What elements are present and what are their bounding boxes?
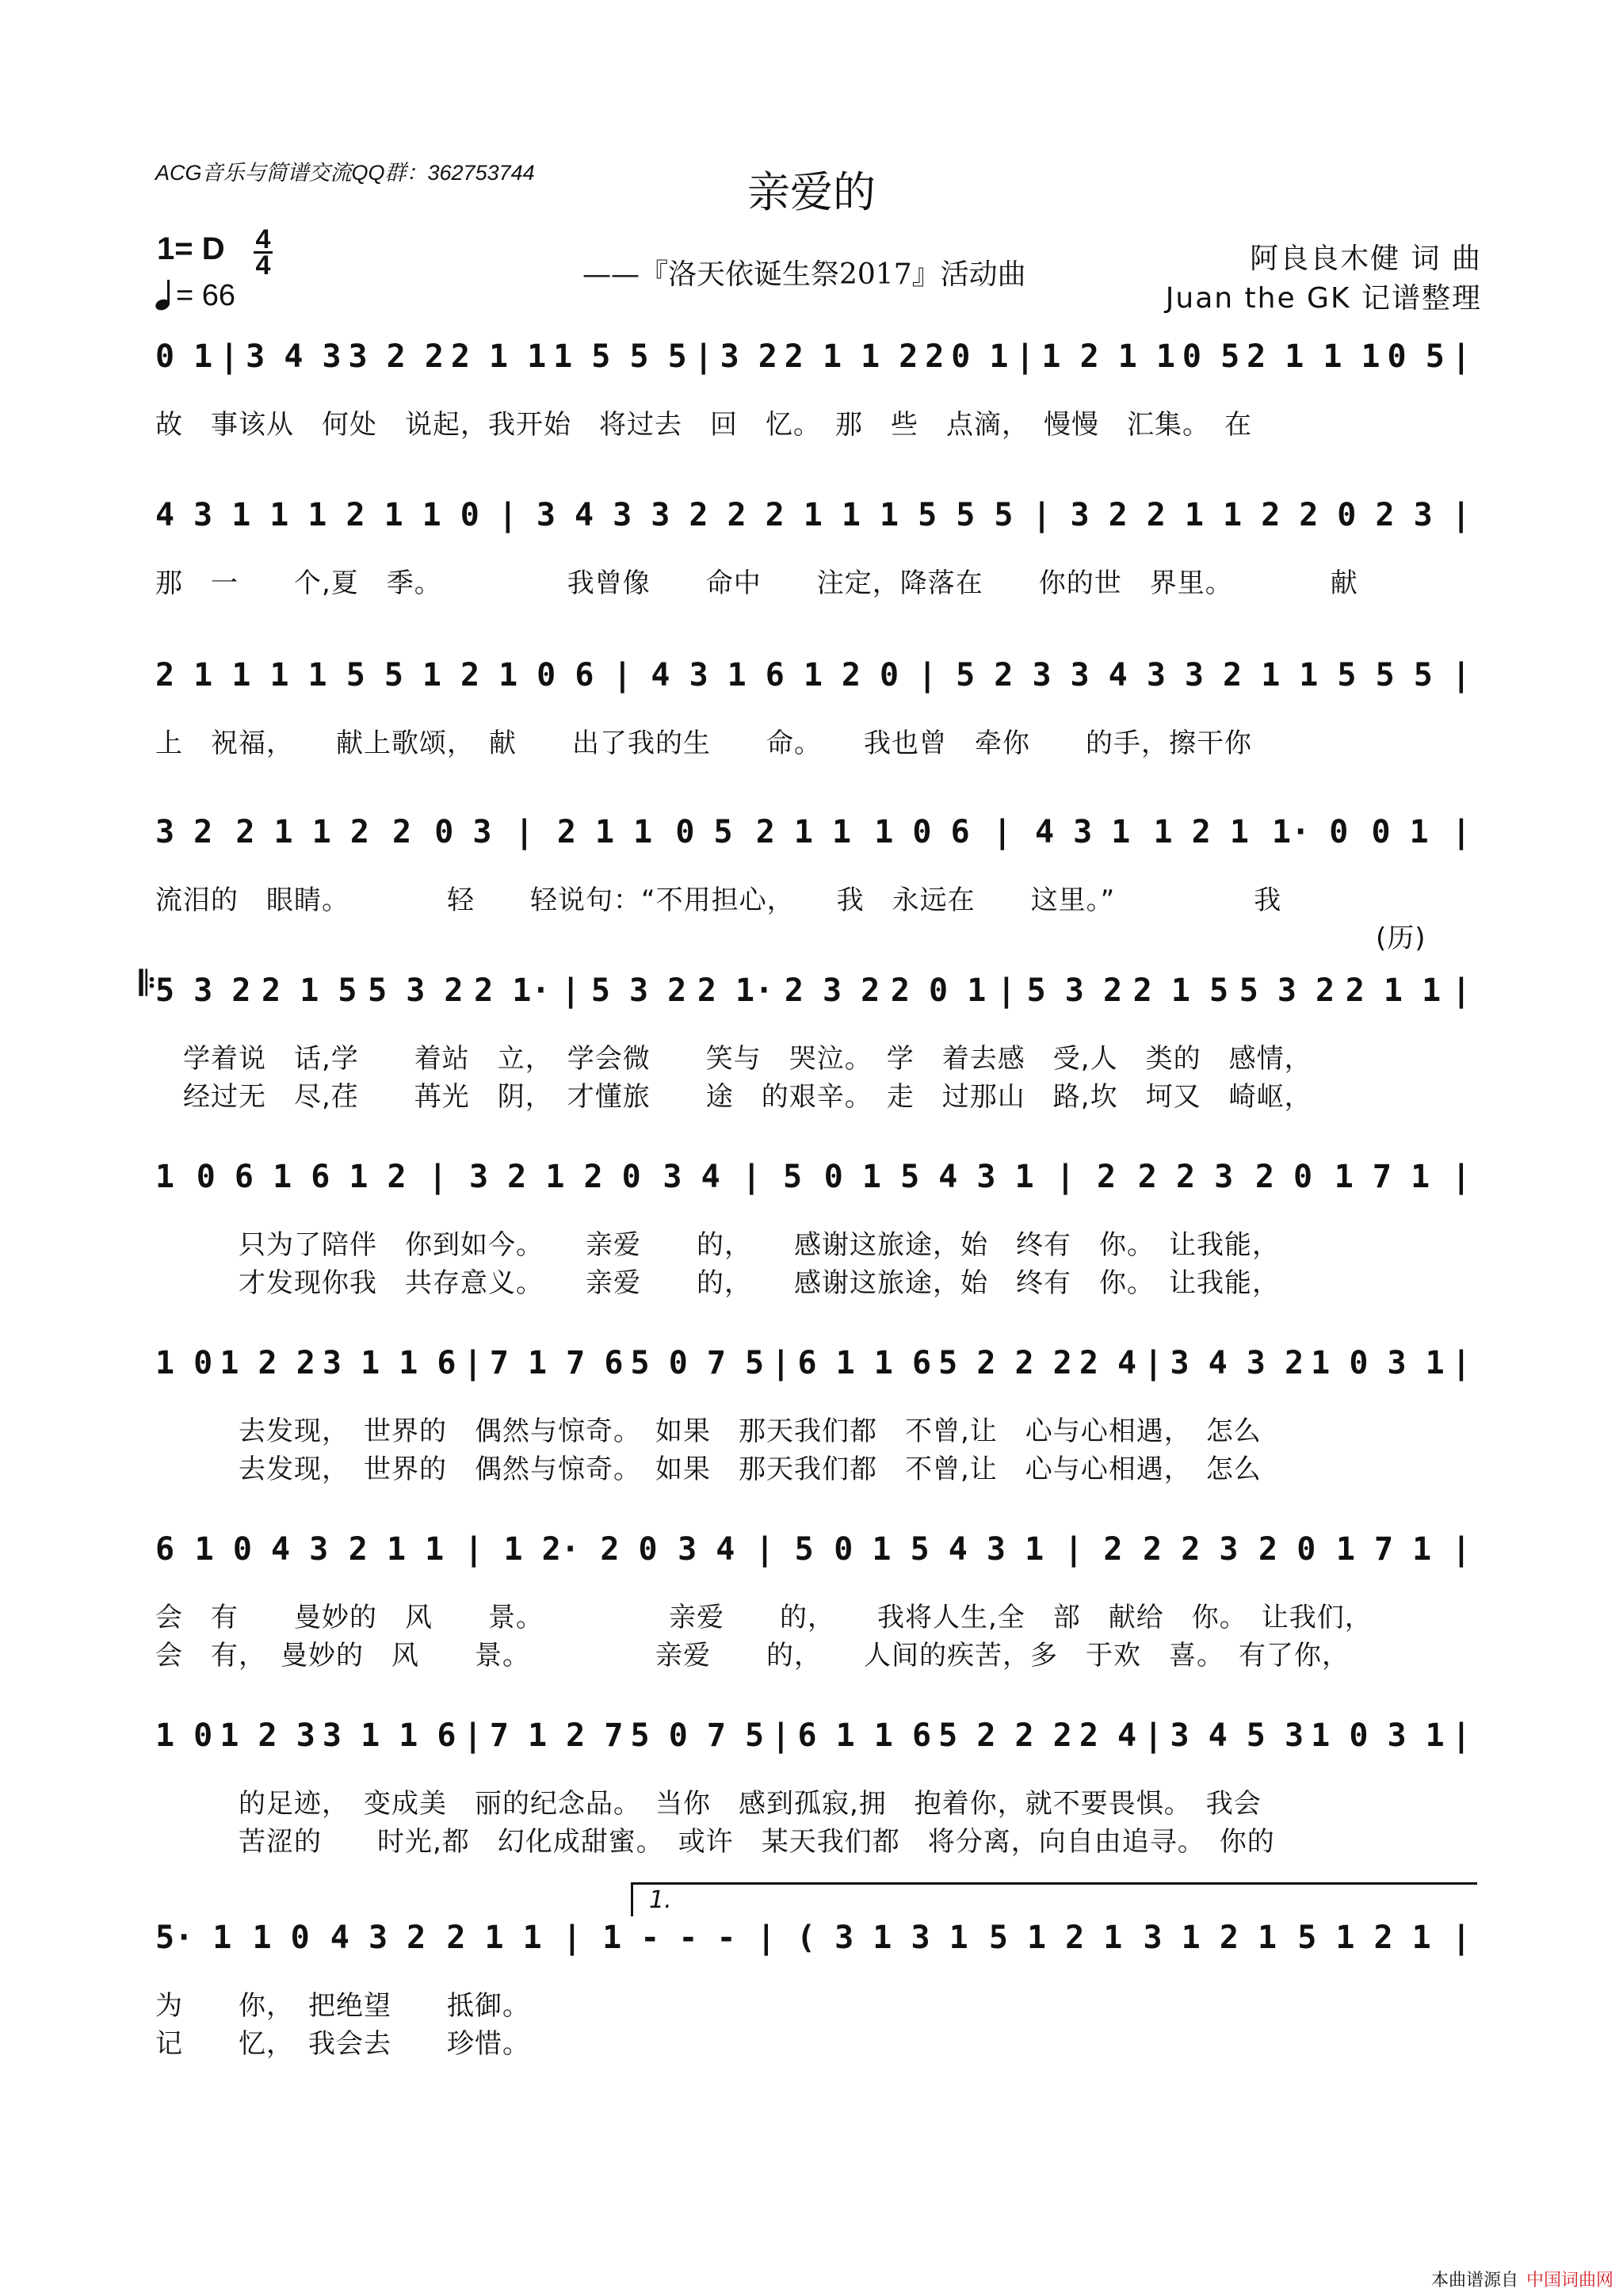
- note-group: 5 2 2 2: [938, 1717, 1072, 1754]
- note-group: 0 5: [1182, 338, 1240, 375]
- barline: |: [1451, 1345, 1471, 1381]
- note-group: 4: [155, 497, 175, 533]
- note-group: 5 3 2: [1026, 972, 1123, 1009]
- lyrics-line: 经过无 尽,荏 苒光 阴， 才懂旅 途 的艰辛。 走 过那山 路,坎 坷又 崎岖，: [155, 1081, 1312, 1113]
- note-group: 3 2 1 2 0: [469, 1159, 641, 1195]
- note-group: 2 1 1: [755, 814, 852, 850]
- barline: |: [561, 972, 581, 1009]
- time-top: 4: [255, 224, 271, 254]
- barline: |: [1144, 1345, 1163, 1381]
- note-group: 2 4: [1079, 1717, 1137, 1754]
- note-group: 5 2 3: [956, 657, 1052, 693]
- barline: |: [613, 657, 632, 693]
- song-title: 亲爱的: [747, 167, 876, 217]
- note-group: 3 1 1 6: [322, 1345, 456, 1381]
- lyrics-line: 会 有， 曼妙的 风 景。 亲爱 的， 人间的疾苦，多 于欢 喜。 有了你，: [155, 1640, 1350, 1671]
- barline: |: [1451, 814, 1471, 850]
- quarter-note-icon: [155, 280, 173, 310]
- note-group: 2 0: [841, 657, 899, 693]
- note-group: 0 1: [155, 338, 213, 375]
- lyrics-line: 才发现你我 共存意义。 亲爱 的， 感谢这旅途，始 终有 你。 让我能，: [155, 1267, 1280, 1299]
- tempo-marking: [155, 279, 235, 313]
- note-group: 4 3: [651, 657, 708, 693]
- note-group: 1· 0: [1272, 814, 1349, 850]
- note-group: 3 4 3: [246, 338, 342, 375]
- note-group: 2 1 1 2: [235, 814, 369, 850]
- note-group: 3 2 2: [651, 497, 747, 533]
- note-group: 3 4 3 2: [1170, 1345, 1304, 1381]
- note-group: 2 1 5: [1132, 972, 1229, 1009]
- notes-line: [155, 1526, 1471, 1573]
- qq-group-note: ACG音乐与简谱交流QQ群：362753744: [155, 161, 535, 185]
- note-group: 5 0 7 5: [630, 1717, 765, 1754]
- footer-source: 本曲谱源自: [1430, 2271, 1518, 2290]
- note-group: 5 1 2 1: [988, 1920, 1123, 1956]
- lyrics-line: 去发现， 世界的 偶然与惊奇。 如果 那天我们都 不曾,让 心与心相遇， 怎么: [155, 1454, 1262, 1485]
- barline: |: [562, 1920, 582, 1956]
- time-signature: [254, 224, 273, 281]
- note-group: 1 2 1 1: [1041, 338, 1175, 375]
- lyrics-line: 只为了陪伴 你到如今。 亲爱 的， 感谢这旅途，始 终有 你。 让我能，: [155, 1229, 1280, 1261]
- note-group: 2 1·: [697, 972, 774, 1009]
- note-group: 2 1 1 2: [1146, 497, 1281, 533]
- barline: |: [693, 338, 713, 375]
- note-group: 2 1 1 1: [155, 657, 289, 693]
- note-group: 3 4 3: [1070, 657, 1166, 693]
- note-group: 2 1 1 1: [1247, 338, 1381, 375]
- note-group: 0 5: [675, 814, 733, 850]
- note-group: 3 4 3: [536, 497, 632, 533]
- barline: |: [1015, 338, 1035, 375]
- barline: |: [742, 1159, 762, 1195]
- note-group: 1 0 6: [874, 814, 970, 850]
- notes-line: [155, 808, 1471, 856]
- note-group: 1: [422, 497, 441, 533]
- notes-line: [155, 333, 1471, 380]
- song-subtitle: ——『洛天依诞生祭2017』活动曲: [582, 258, 1026, 291]
- barline: |: [1451, 972, 1471, 1009]
- note-group: 2 3 2: [784, 972, 880, 1009]
- note-group: 0 6: [537, 657, 594, 693]
- note-group: 5 1 2 1: [1297, 1920, 1431, 1956]
- note-group: 2 1 1: [446, 1920, 542, 1956]
- barline: |: [464, 1531, 483, 1568]
- note-group: 2: [1299, 497, 1319, 533]
- note-group: 0 2 3: [1337, 497, 1433, 533]
- lyrics-line: 学着说 话,学 着站 立， 学会微 笑与 哭泣。 学 着去感 受,人 类的 感情，: [155, 1043, 1312, 1075]
- barline: |: [1451, 657, 1471, 693]
- lyrics-line: 那 一 个,夏 季。 我曾像 命中 注定，降落在 你的世 界里。 献: [155, 567, 1358, 599]
- note-group: 1 5 5 5: [553, 338, 687, 375]
- note-group: 2: [392, 814, 412, 850]
- note-group: 2 1·: [474, 972, 551, 1009]
- note-group: 1 0: [252, 1920, 310, 1956]
- note-group: 5· 1: [155, 1920, 232, 1956]
- note-group: 3 4: [663, 1159, 720, 1195]
- note-group: 5: [794, 1531, 814, 1568]
- note-group: 1 6: [727, 657, 785, 693]
- note-group: 5: [783, 1159, 803, 1195]
- note-group: 3 1 1 6: [322, 1717, 456, 1754]
- barline: |: [220, 338, 239, 375]
- notes-line: [155, 491, 1471, 539]
- note-group: 1 - - -: [602, 1920, 736, 1956]
- note-group: 1 0: [155, 1345, 213, 1381]
- note-group: 2 0 1: [890, 972, 987, 1009]
- note-group: 5 3 2: [590, 972, 687, 1009]
- notes-line: [155, 1914, 1471, 1962]
- note-group: 1: [422, 657, 441, 693]
- lyrics-line: 会 有 曼妙的 风 景。 亲爱 的， 我将人生,全 部 献给 你。 让我们，: [155, 1602, 1373, 1633]
- footer-site: 中国词曲网: [1526, 2271, 1613, 2290]
- key-signature: 1= D: [157, 231, 225, 266]
- lyrics-line: 流泪的 眼睛。 轻 轻说句：“不用担心， 我 永远在 这里。” 我: [155, 884, 1282, 916]
- barline: |: [771, 1717, 791, 1754]
- lyrics-line: 记 忆， 我会去 珍惜。: [155, 2028, 530, 2060]
- note-group: 7 1 2 7: [489, 1717, 624, 1754]
- note-group: 0 3: [434, 814, 492, 850]
- note-group: 5 3 2: [1239, 972, 1335, 1009]
- note-group: 2 1: [460, 657, 518, 693]
- note-group: 3 1 2 1: [1143, 1920, 1277, 1956]
- barline: |: [514, 814, 534, 850]
- note-group: 2 2 3: [1137, 1159, 1234, 1195]
- notes-line: [155, 967, 1471, 1014]
- barline: |: [1144, 1717, 1163, 1754]
- note-group: ( 3 1 3 1: [796, 1920, 968, 1956]
- note-group: 2 1 1: [765, 497, 861, 533]
- note-group: 1 0 3 1: [1311, 1717, 1445, 1754]
- barline: |: [1451, 497, 1471, 533]
- barline: |: [996, 972, 1016, 1009]
- note-group: 1 2 2: [220, 1345, 315, 1381]
- note-group: 1 0: [155, 1717, 213, 1754]
- note-group: 0 1: [1371, 814, 1429, 850]
- note-group: 1: [155, 1159, 175, 1195]
- note-group: 0 1 5 4 3 1: [834, 1531, 1044, 1568]
- note-group: 2: [1103, 1531, 1123, 1568]
- barline: |: [1451, 1159, 1471, 1195]
- barline: |: [498, 497, 517, 533]
- note-group: 2 0: [600, 1531, 658, 1568]
- note-group: 1 2 1: [307, 497, 403, 533]
- note-group: 1 5 5: [307, 657, 403, 693]
- note-group: 2 1 1: [1345, 972, 1442, 1009]
- lyrics-line: 为 你， 把绝望 抵御。: [155, 1990, 530, 2022]
- note-group: 3 2: [155, 814, 213, 850]
- barline: |: [1056, 1159, 1075, 1195]
- note-group: 2 0: [1254, 1159, 1313, 1195]
- note-group: 0 1 5 4 3 1: [823, 1159, 1034, 1195]
- note-group: 3 4 5 3: [1170, 1717, 1304, 1754]
- barline: |: [1451, 338, 1471, 375]
- note-group: 5 3 2: [155, 972, 251, 1009]
- note-group: 2: [1097, 1159, 1117, 1195]
- note-group: 2 1 1 2: [784, 338, 918, 375]
- barline: |: [463, 1345, 483, 1381]
- barline: |: [1064, 1531, 1083, 1568]
- note-group: 2 1 1: [348, 1531, 445, 1568]
- note-group: 3 4: [678, 1531, 735, 1568]
- volta-label: 1.: [649, 1886, 672, 1914]
- barline: |: [754, 1531, 775, 1568]
- time-bottom: 4: [255, 250, 271, 281]
- note-group: 2 0: [1258, 1531, 1316, 1568]
- note-group: 1 2 1: [1153, 814, 1249, 850]
- note-group: 3 2 1: [1184, 657, 1281, 693]
- barline: |: [918, 657, 938, 693]
- note-group: 7 1 7 6: [489, 1345, 624, 1381]
- note-group: 0: [460, 497, 479, 533]
- note-group: 0 1: [951, 338, 1009, 375]
- note-group: 3 2 2: [348, 338, 444, 375]
- note-group: 4 3 2: [330, 1920, 426, 1956]
- footer: [1431, 2267, 1613, 2291]
- barline: |: [428, 1159, 448, 1195]
- notes-line: [155, 1712, 1471, 1759]
- note-group: 2 1 5: [262, 972, 357, 1009]
- note-group: 1 7 1: [1334, 1159, 1430, 1195]
- note-group: 1 5 5 5: [1299, 657, 1433, 693]
- note-group: 2 4: [1079, 1345, 1137, 1381]
- note-group: 1 2 3: [220, 1717, 315, 1754]
- lyrics-line: 苦涩的 时光,都 幻化成甜蜜。 或许 某天我们都 将分离，向自由追寻。 你的: [155, 1826, 1275, 1858]
- lyrics-line: (历): [155, 923, 1426, 954]
- note-group: 6 1 1 6: [797, 1345, 932, 1381]
- note-group: 2 1 1: [450, 338, 547, 375]
- note-group: 5 2 2 2: [938, 1345, 1072, 1381]
- note-group: 5 3 2: [368, 972, 464, 1009]
- note-group: 3 2: [720, 338, 777, 375]
- note-group: 6: [155, 1531, 175, 1568]
- lyrics-line: 上 祝福， 献上歌颂， 献 出了我的生 命。 我也曾 牵你 的手，擦干你: [155, 728, 1252, 759]
- note-group: 2 1 1: [556, 814, 653, 850]
- barline: |: [1451, 1531, 1471, 1568]
- notes-line: [155, 651, 1471, 699]
- note-group: 0 5: [1387, 338, 1445, 375]
- lyrics-line: 去发现， 世界的 偶然与惊奇。 如果 那天我们都 不曾,让 心与心相遇， 怎么: [155, 1415, 1262, 1447]
- barline: |: [1451, 1920, 1471, 1956]
- tempo-value: = 66: [176, 279, 236, 312]
- note-group: 1 0 4 3: [194, 1531, 329, 1568]
- note-group: 1 7 1: [1335, 1531, 1432, 1568]
- barline: |: [1451, 1717, 1471, 1754]
- note-group: 4 3 1: [1034, 814, 1131, 850]
- note-group: 3 1: [193, 497, 251, 533]
- barline: |: [992, 814, 1012, 850]
- note-group: 1: [803, 657, 823, 693]
- note-group: 2 2 3: [1143, 1531, 1239, 1568]
- note-group: 1: [269, 497, 289, 533]
- lyrics-line: 故 事该从 何处 说起，我开始 将过去 回 忆。 那 些 点滴， 慢慢 汇集。 在: [155, 409, 1252, 441]
- barline: |: [463, 1717, 483, 1754]
- note-group: 0 6 1 6 1 2: [196, 1159, 407, 1195]
- note-group: 3 2: [1070, 497, 1128, 533]
- barline: |: [771, 1345, 791, 1381]
- barline: |: [756, 1920, 776, 1956]
- notes-line: [155, 1153, 1471, 1201]
- note-group: 1 0 3 1: [1311, 1345, 1445, 1381]
- repeat-sign: 𝄆: [139, 964, 156, 1003]
- note-group: 2: [925, 338, 945, 375]
- barline: |: [1032, 497, 1052, 533]
- composer-credit: 阿良良木健 词 曲: [1250, 243, 1482, 275]
- note-group: 1 5 5 5: [879, 497, 1014, 533]
- arranger-credit: Juan the GK 记谱整理: [1165, 282, 1482, 315]
- notes-line: [155, 1339, 1471, 1387]
- note-group: 5 0 7 5: [630, 1345, 765, 1381]
- volta-bracket: [631, 1882, 1477, 1916]
- lyrics-line: 的足迹， 变成美 丽的纪念品。 当你 感到孤寂,拥 抱着你，就不要畏惧。 我会: [155, 1788, 1262, 1820]
- note-group: 6 1 1 6: [797, 1717, 932, 1754]
- note-group: 1 2·: [503, 1531, 580, 1568]
